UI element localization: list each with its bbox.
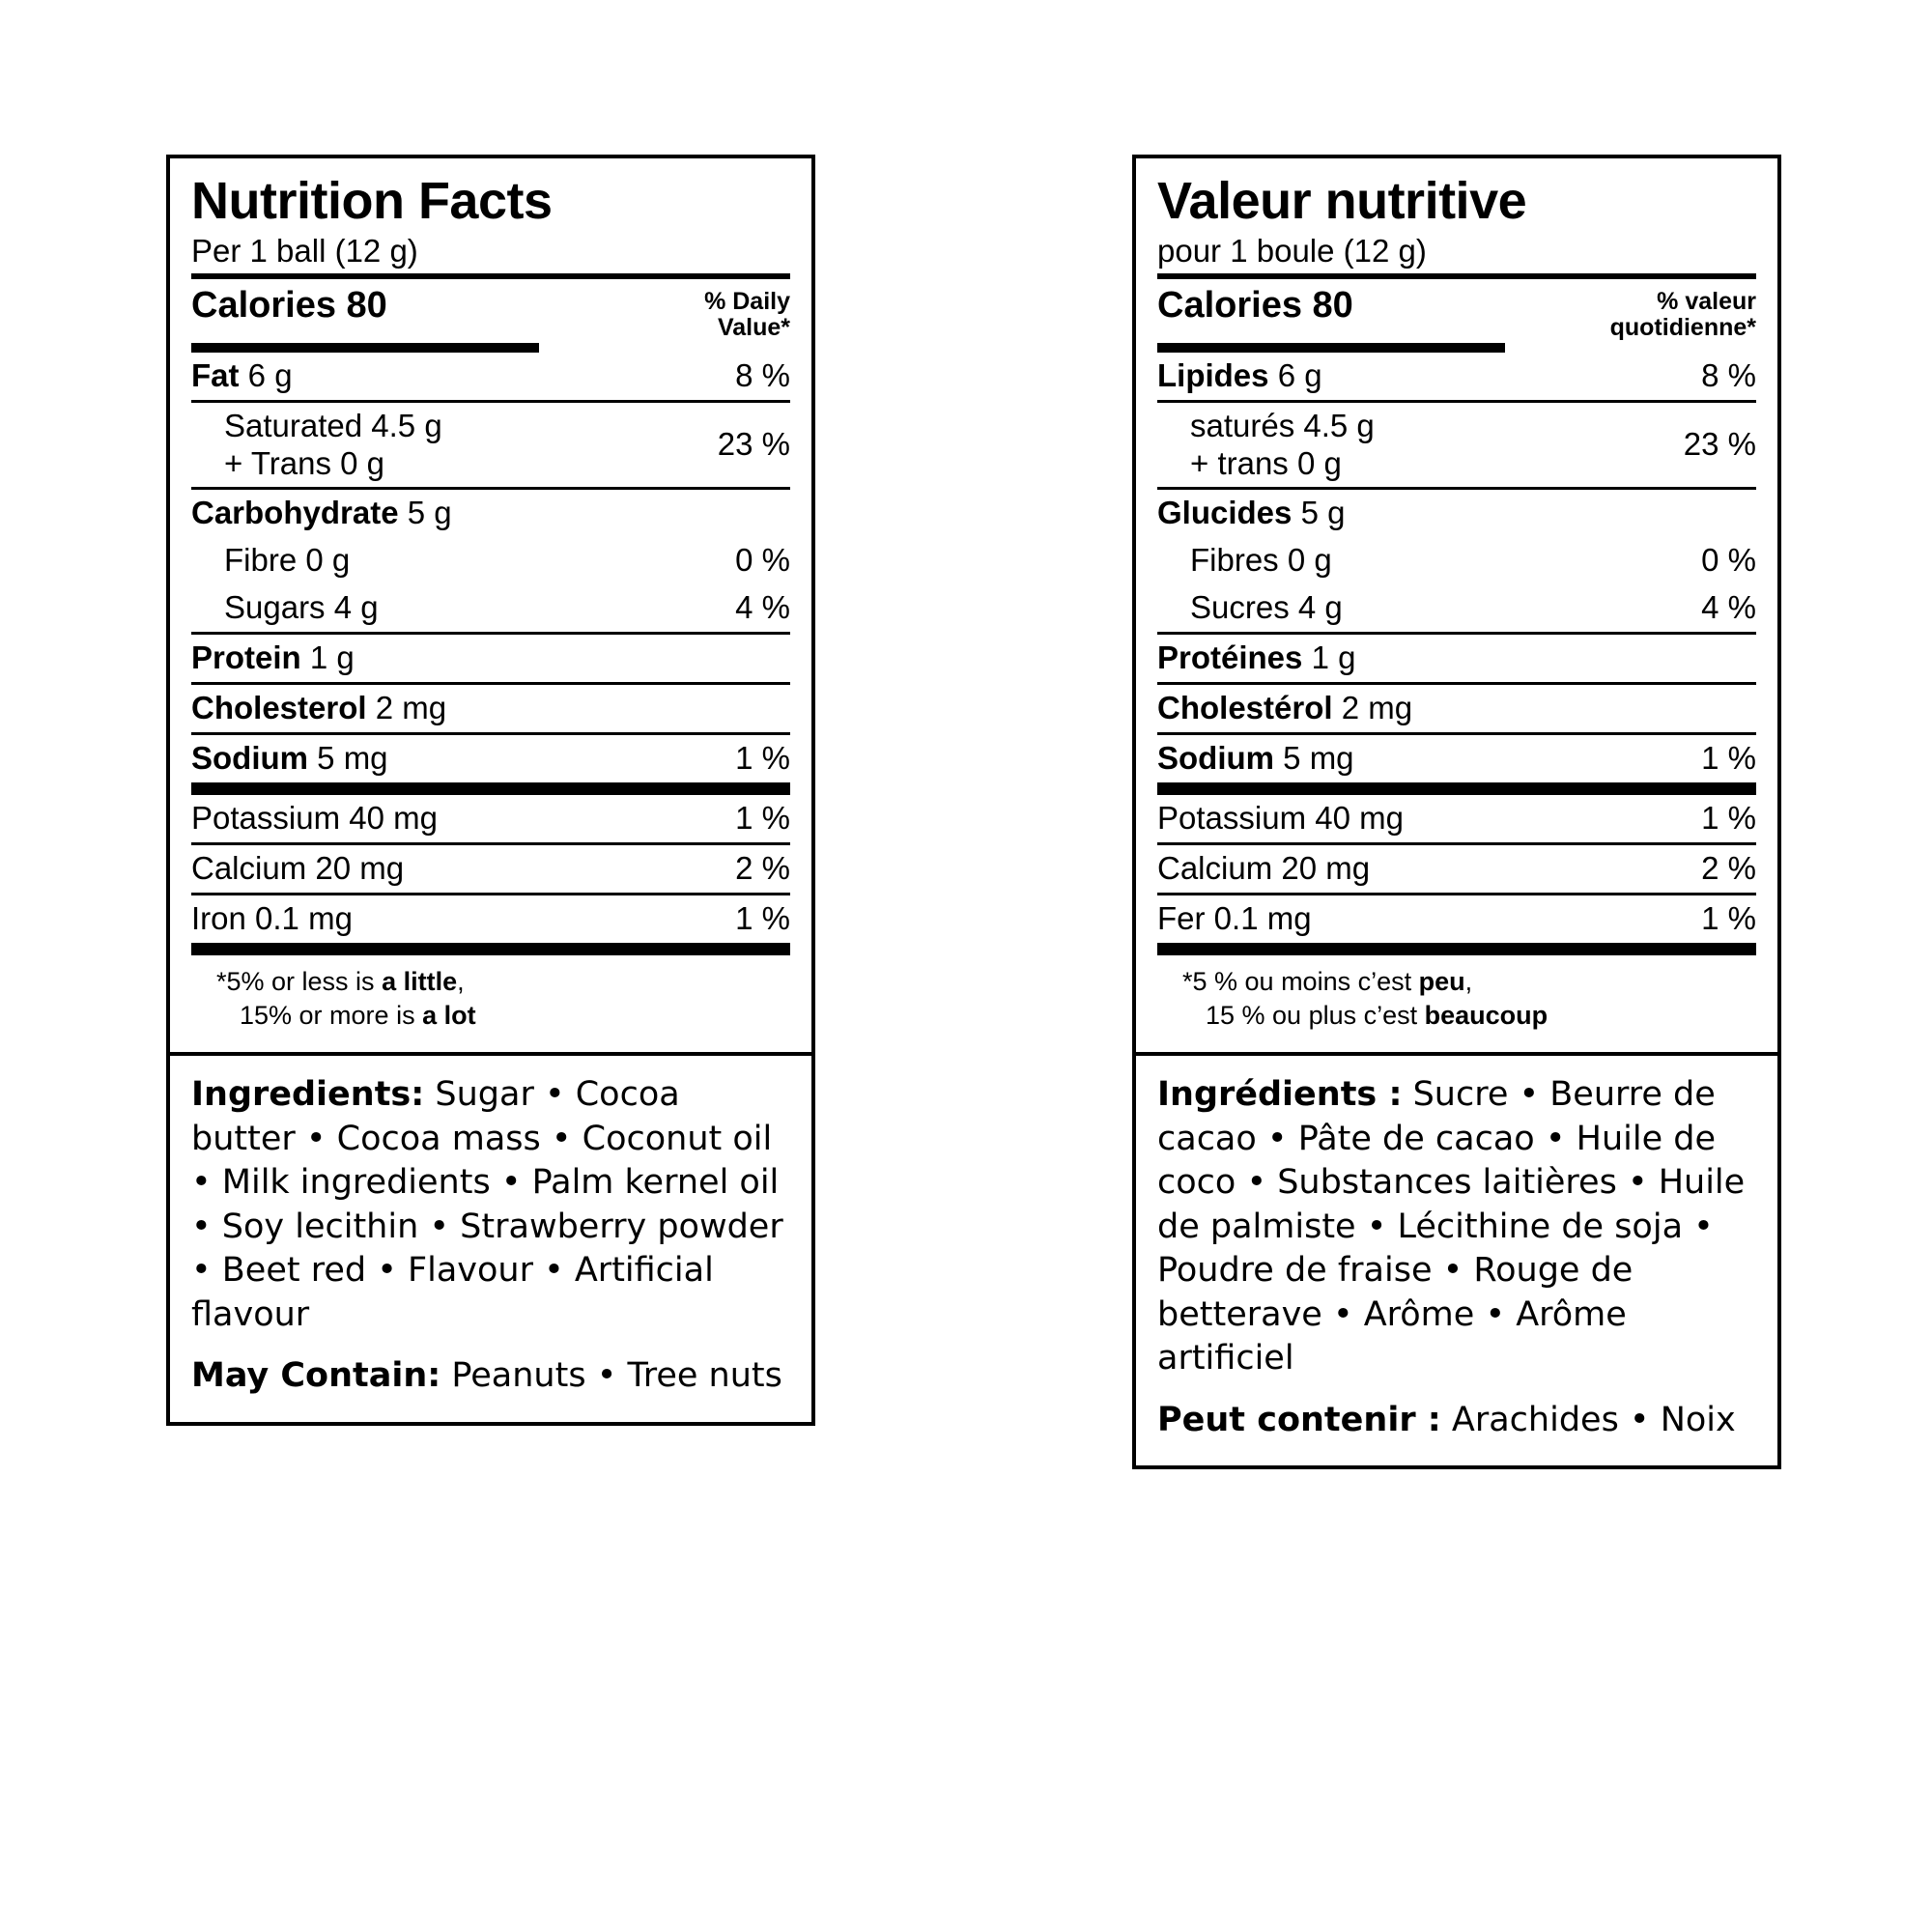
divider bbox=[191, 943, 790, 955]
divider bbox=[1157, 943, 1756, 955]
nutrient-value-secondary: + trans 0 g bbox=[1190, 444, 1342, 481]
may-contain-text-english: Peanuts • Tree nuts bbox=[440, 1356, 782, 1396]
divider bbox=[191, 782, 790, 795]
nutrient-row-calcium-english bbox=[191, 845, 790, 893]
daily-value-header-french: % valeur quotidienne* bbox=[1609, 287, 1756, 341]
nutrient-row-cholesterol-french bbox=[1157, 685, 1756, 732]
nutrient-value: Potassium 40 mg bbox=[1157, 800, 1404, 837]
nutrient-label: Sodium bbox=[1157, 740, 1274, 777]
serving-size-french: pour 1 boule (12 g) bbox=[1157, 232, 1427, 269]
nutrient-value: 5 mg bbox=[1283, 740, 1354, 777]
nutrient-value: Iron 0.1 mg bbox=[191, 899, 353, 936]
nutrient-dv: 0 % bbox=[735, 542, 790, 579]
nutrient-dv: 2 % bbox=[1701, 850, 1756, 886]
ingredients-box-english bbox=[166, 1056, 815, 1426]
may-contain-paragraph-english bbox=[191, 1354, 790, 1399]
nutrient-row-sodium-french bbox=[1157, 735, 1756, 782]
nutrient-row-saturated-trans-english bbox=[191, 403, 790, 488]
nutrient-label: Carbohydrate bbox=[191, 495, 399, 531]
nutrient-row-carbohydrate-english bbox=[191, 490, 790, 537]
nutrient-dv: 1 % bbox=[1701, 899, 1756, 936]
nutrient-value: saturés 4.5 g bbox=[1190, 407, 1375, 443]
calories-label-french: Calories 80 bbox=[1157, 284, 1353, 326]
nutrient-dv: 0 % bbox=[1701, 542, 1756, 579]
nutrient-value: 1 g bbox=[1311, 639, 1356, 676]
nutrition-facts-box-english bbox=[166, 155, 815, 1056]
nutrient-dv: 1 % bbox=[1701, 740, 1756, 777]
nutrient-row-protein-english bbox=[191, 635, 790, 682]
nutrient-dv: 2 % bbox=[735, 850, 790, 886]
nutrient-dv: 8 % bbox=[735, 356, 790, 393]
calories-row-french bbox=[1157, 279, 1756, 343]
nutrient-value: 5 g bbox=[1300, 495, 1346, 531]
daily-value-header-english: % Daily Value* bbox=[704, 287, 790, 341]
nutrient-row-calcium-french bbox=[1157, 845, 1756, 893]
nutrient-label: Sodium bbox=[191, 740, 308, 777]
ingredients-text-english: Sugar • Cocoa butter • Cocoa mass • Coconut oil • Milk ingredients • Palm kernel oil • Soy lecithin • Strawberry powder • Beet red • Flavour • Artificial flavour bbox=[191, 1075, 783, 1334]
nutrient-value: 2 mg bbox=[1341, 690, 1413, 726]
nutrient-row-fer-french bbox=[1157, 895, 1756, 943]
page-title-english: Nutrition Facts bbox=[191, 172, 553, 230]
nutrient-dv: 1 % bbox=[735, 740, 790, 777]
nutrient-dv: 1 % bbox=[735, 800, 790, 837]
nutrient-row-potassium-english bbox=[191, 795, 790, 842]
nutrient-value: 1 g bbox=[309, 639, 355, 676]
nutrient-label: Cholestérol bbox=[1157, 690, 1333, 726]
divider bbox=[1157, 343, 1505, 353]
ingredients-heading-english: Ingredients: bbox=[191, 1075, 425, 1115]
nutrient-dv: 1 % bbox=[735, 899, 790, 936]
nutrient-row-proteines-french bbox=[1157, 635, 1756, 682]
nutrient-label: Glucides bbox=[1157, 495, 1293, 531]
may-contain-paragraph-french bbox=[1157, 1399, 1756, 1443]
nutrient-dv: 4 % bbox=[735, 589, 790, 626]
nutrient-row-cholesterol-english bbox=[191, 685, 790, 732]
nutrient-row-lipides-french bbox=[1157, 353, 1756, 400]
nutrient-dv: 8 % bbox=[1701, 356, 1756, 393]
may-contain-heading-french: Peut contenir : bbox=[1157, 1400, 1441, 1439]
nutrition-facts-box-french bbox=[1132, 155, 1781, 1056]
ingredients-heading-french: Ingrédients : bbox=[1157, 1075, 1403, 1115]
nutrient-value: Fer 0.1 mg bbox=[1157, 899, 1312, 936]
ingredients-paragraph-french bbox=[1157, 1073, 1756, 1381]
nutrient-label: Cholesterol bbox=[191, 690, 367, 726]
nutrient-label: Lipides bbox=[1157, 356, 1269, 393]
divider bbox=[191, 343, 539, 353]
ingredients-box-french bbox=[1132, 1056, 1781, 1469]
nutrient-value: 6 g bbox=[247, 356, 293, 393]
ingredients-paragraph-english bbox=[191, 1073, 790, 1337]
nutrient-value: Sucres 4 g bbox=[1190, 589, 1343, 626]
nutrient-value: Potassium 40 mg bbox=[191, 800, 438, 837]
nutrient-value: 2 mg bbox=[375, 690, 447, 726]
ingredients-text-french: Sucre • Beurre de cacao • Pâte de cacao • Huile de coco • Substances laitières • Huile de palmiste • Lécithine de soja • Poudre de fraise • Rouge de betterave • Arôme • Arôme artificiel bbox=[1157, 1075, 1746, 1378]
nutrition-panel-english bbox=[166, 155, 815, 1426]
nutrient-value: Calcium 20 mg bbox=[191, 850, 405, 886]
nutrient-value-secondary: + Trans 0 g bbox=[224, 444, 385, 481]
nutrient-label: Protein bbox=[191, 639, 301, 676]
nutrient-row-glucides-french bbox=[1157, 490, 1756, 537]
nutrient-dv: 4 % bbox=[1701, 589, 1756, 626]
nutrient-row-sucres-french bbox=[1157, 584, 1756, 632]
nutrient-value: 5 g bbox=[407, 495, 452, 531]
nutrient-dv: 1 % bbox=[1701, 800, 1756, 837]
nutrient-row-fibre-english bbox=[191, 537, 790, 584]
may-contain-text-french: Arachides • Noix bbox=[1440, 1400, 1736, 1439]
nutrient-value: Sugars 4 g bbox=[224, 589, 379, 626]
nutrient-value: 6 g bbox=[1277, 356, 1322, 393]
may-contain-heading-english: May Contain: bbox=[191, 1356, 441, 1396]
nutrient-row-fibres-french bbox=[1157, 537, 1756, 584]
page-title-french: Valeur nutritive bbox=[1157, 172, 1527, 230]
footnote-english: *5% or less is a little, 15% or more is a lot bbox=[216, 966, 476, 1030]
footnote-french: *5 % ou moins c’est peu, 15 % ou plus c’est beaucoup bbox=[1182, 966, 1548, 1030]
nutrient-label: Protéines bbox=[1157, 639, 1303, 676]
nutrient-row-iron-english bbox=[191, 895, 790, 943]
nutrient-value: Fibres 0 g bbox=[1190, 542, 1332, 579]
nutrient-row-sugars-english bbox=[191, 584, 790, 632]
calories-row-english bbox=[191, 279, 790, 343]
nutrient-row-sodium-english bbox=[191, 735, 790, 782]
nutrient-dv: 23 % bbox=[1683, 426, 1756, 463]
nutrient-label: Fat bbox=[191, 356, 240, 393]
nutrient-value: Calcium 20 mg bbox=[1157, 850, 1371, 886]
nutrient-row-satures-trans-french bbox=[1157, 403, 1756, 488]
divider bbox=[1157, 782, 1756, 795]
nutrient-row-potassium-french bbox=[1157, 795, 1756, 842]
nutrition-panel-french bbox=[1132, 155, 1781, 1469]
serving-size-english: Per 1 ball (12 g) bbox=[191, 232, 418, 269]
calories-label-english: Calories 80 bbox=[191, 284, 387, 326]
nutrient-value: 5 mg bbox=[317, 740, 388, 777]
nutrient-value: Fibre 0 g bbox=[224, 542, 351, 579]
nutrient-value: Saturated 4.5 g bbox=[224, 407, 442, 443]
nutrient-row-fat-english bbox=[191, 353, 790, 400]
nutrient-dv: 23 % bbox=[717, 426, 790, 463]
